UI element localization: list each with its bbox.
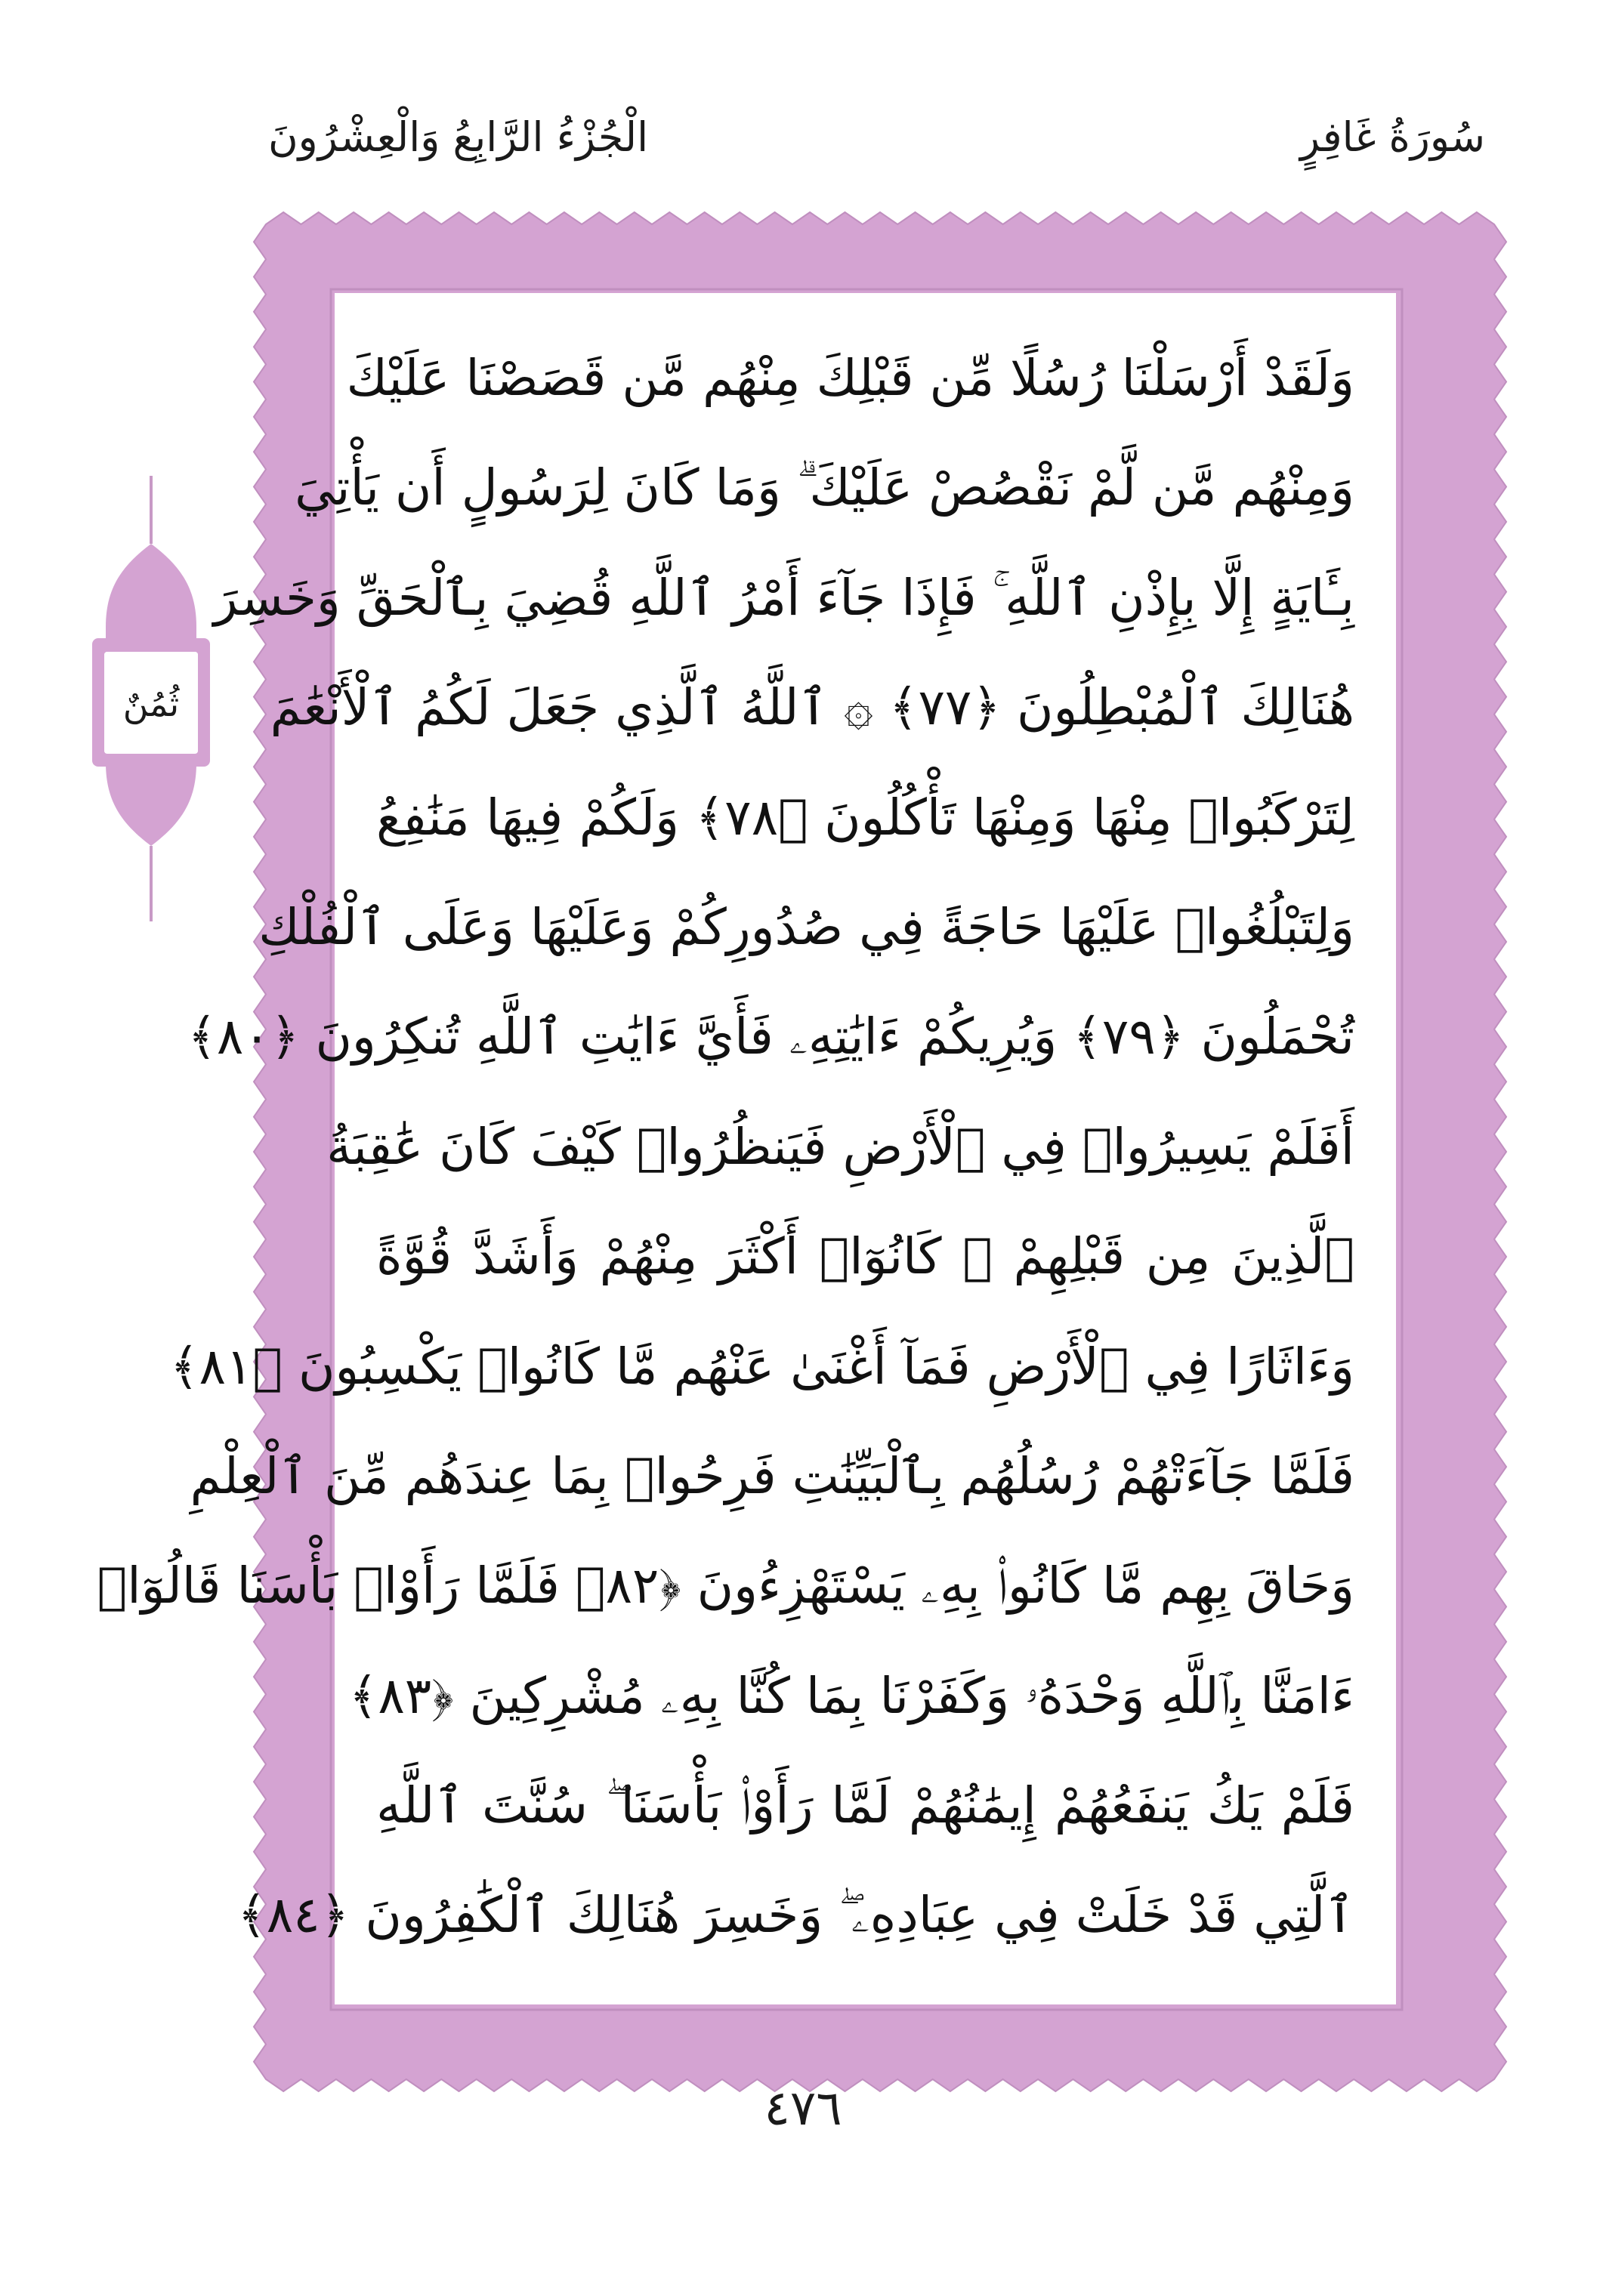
text-line: ءَامَنَّا بِٱللَّهِ وَحْدَهُۥ وَكَفَرْنَا بِمَا كُنَّا بِهِۦ مُشْرِكِينَ ﴿٨٣﴾ [348,1666,1354,1725]
text-line: ٱلَّتِي قَدْ خَلَتْ فِي عِبَادِهِۦ ۖ وَخَسِرَ هُنَالِكَ ٱلْكَٰفِرُونَ ﴿٨٤﴾ [237,1886,1354,1945]
text-line: بِـَٔايَةٍ إِلَّا بِإِذْنِ ٱللَّهِ ۚ فَإِذَا جَآءَ أَمْرُ ٱللَّهِ قُضِيَ بِٱلْحَقِّ وَخَسِرَ [213,568,1354,627]
text-line: وَحَاقَ بِهِم مَّا كَانُوا۟ بِهِۦ يَسْتَهْزِءُونَ ﴿٨٢﴾ فَلَمَّا رَأَوْا۟ بَأْسَنَا قَالُوٓا۟ [97,1557,1354,1616]
text-line: فَلَمَّا جَآءَتْهُمْ رُسُلُهُم بِٱلْبَيِّنَٰتِ فَرِحُوا۟ بِمَا عِندَهُم مِّنَ ٱلْعِلْمِ [190,1446,1354,1505]
text-line: وَلَقَدْ أَرْسَلْنَا رُسُلًا مِّن قَبْلِكَ مِنْهُم مَّن قَصَصْنَا عَلَيْكَ [346,349,1354,407]
surah-title: سُورَةُ غَافِرٍ [1300,113,1485,161]
text-line: أَفَلَمْ يَسِيرُوا۟ فِي ٱلْأَرْضِ فَيَنظُرُوا۟ كَيْفَ كَانَ عَٰقِبَةُ [326,1117,1354,1176]
text-line: وَمِنْهُم مَّن لَّمْ نَقْصُصْ عَلَيْكَ ۗ وَمَا كَانَ لِرَسُولٍ أَن يَأْتِيَ [295,458,1354,517]
text-line: وَءَاثَارًا فِي ٱلْأَرْضِ فَمَآ أَغْنَىٰ عَنْهُم مَّا كَانُوا۟ يَكْسِبُونَ ﴿٨١﴾ [169,1337,1354,1396]
text-line: ٱلَّذِينَ مِن قَبْلِهِمْ ۚ كَانُوٓا۟ أَكْثَرَ مِنْهُمْ وَأَشَدَّ قُوَّةً [376,1227,1354,1286]
hizb-marker-label: ثُمُنٌ [122,684,180,724]
text-line: فَلَمْ يَكُ يَنفَعُهُمْ إِيمَٰنُهُمْ لَمَّا رَأَوْا۟ بَأْسَنَا ۖ سُنَّتَ ٱللَّهِ [376,1776,1354,1835]
text-line: وَلِتَبْلُغُوا۟ عَلَيْهَا حَاجَةً فِي صُدُورِكُمْ وَعَلَيْهَا وَعَلَى ٱلْفُلْكِ [258,897,1354,956]
juz-title: الْجُزْءُ الرَّابِعُ وَالْعِشْرُونَ [268,113,649,161]
text-line: تُحْمَلُونَ ﴿٧٩﴾ وَيُرِيكُمْ ءَايَٰتِهِۦ فَأَيَّ ءَايَٰتِ ٱللَّهِ تُنكِرُونَ ﴿٨٠﴾ [187,1008,1354,1066]
page-number: ٤٧٦ [764,2081,842,2137]
text-line: لِتَرْكَبُوا۟ مِنْهَا وَمِنْهَا تَأْكُلُونَ ﴿٧٨﴾ وَلَكُمْ فِيهَا مَنَٰفِعُ [376,788,1354,847]
text-line: هُنَالِكَ ٱلْمُبْطِلُونَ ﴿٧٧﴾ ۞ ٱللَّهُ ٱلَّذِي جَعَلَ لَكُمُ ٱلْأَنْعَٰمَ [270,678,1354,737]
